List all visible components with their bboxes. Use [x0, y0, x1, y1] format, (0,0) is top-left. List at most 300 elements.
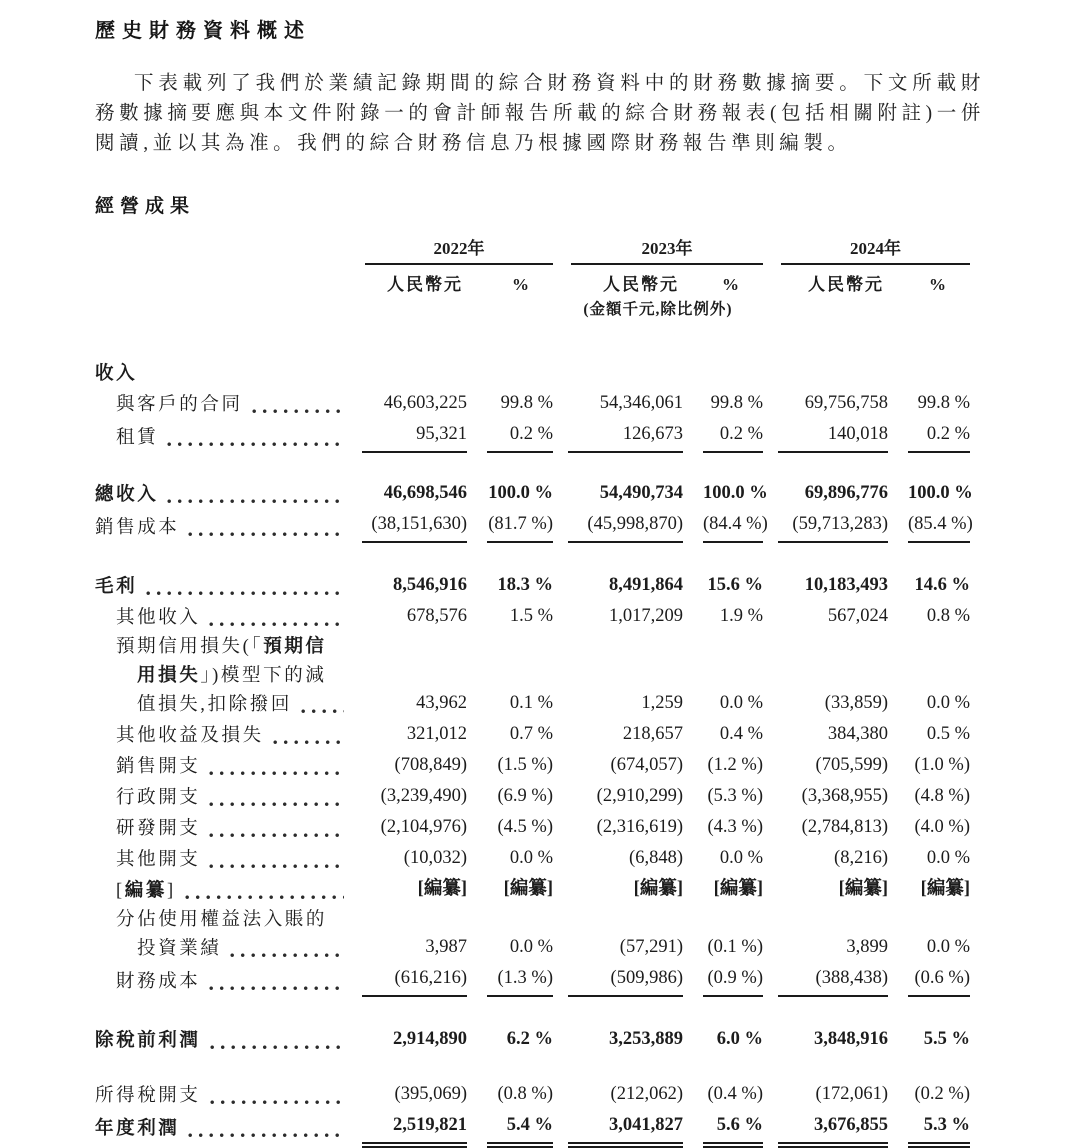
amount-cell	[763, 479, 888, 510]
label-text: 其他開支	[116, 850, 201, 870]
cell-value: (395,069)	[394, 1084, 467, 1104]
amount-cell	[347, 420, 467, 453]
cell-value: 15.6 %	[707, 575, 763, 595]
percent-cell	[467, 1025, 553, 1056]
percent-column-header: %	[722, 275, 739, 294]
cell-value: [編纂]	[503, 879, 553, 899]
label-text: 總收入	[95, 485, 159, 505]
cell-value: 126,673	[568, 420, 683, 453]
percent-cell	[683, 633, 763, 720]
units-note-row	[95, 297, 970, 322]
cell-value: 0.0 %	[926, 937, 970, 957]
label-column-header	[95, 238, 347, 265]
label-text: 年度利潤	[95, 1119, 180, 1139]
percent-cell	[683, 1111, 763, 1144]
cell-value: 100.0 %	[488, 483, 553, 503]
label-text: 分佔使用權益法入賬的	[116, 910, 328, 930]
cell-value: (708,849)	[394, 755, 467, 775]
table-row	[95, 479, 970, 510]
cell-value: 0.2 %	[908, 420, 970, 453]
label-line	[95, 360, 347, 389]
amount-cell	[347, 1025, 467, 1056]
percent-cell	[467, 906, 553, 964]
cell-value: 95,321	[362, 420, 467, 453]
percent-cell	[467, 782, 553, 813]
percent-cell	[888, 813, 970, 844]
percent-cell	[683, 1080, 763, 1111]
amount-cell	[347, 782, 467, 813]
amount-cell	[347, 964, 467, 997]
cell-value: (8,216)	[834, 848, 888, 868]
amount-cell	[553, 510, 683, 543]
cell-value: (212,062)	[610, 1084, 683, 1104]
cell-value: 99.8 %	[917, 393, 970, 413]
cell-value: 5.3 %	[908, 1111, 970, 1144]
cell-value: (6.9 %)	[497, 786, 553, 806]
label-text: 值損失,扣除撥回	[137, 695, 292, 715]
cell-value: 6.0 %	[716, 1029, 763, 1049]
table-row	[95, 1080, 970, 1111]
amount-cell	[347, 360, 467, 389]
row-label	[95, 1080, 347, 1111]
cell-value: 69,896,776	[804, 483, 888, 503]
leader-dots	[209, 864, 344, 869]
percent-cell	[467, 479, 553, 510]
amount-cell	[763, 813, 888, 844]
cell-value: (2,316,619)	[596, 817, 683, 837]
cell-value: (0.1 %)	[707, 937, 763, 957]
percent-cell	[888, 964, 970, 997]
label-text: 財務成本	[116, 972, 201, 992]
label-line	[95, 573, 347, 602]
amount-cell	[763, 1111, 888, 1144]
amount-cell	[763, 571, 888, 602]
row-label	[95, 420, 347, 453]
label-text: 編纂	[124, 881, 167, 901]
leader-dots	[185, 895, 344, 900]
section-row	[95, 360, 970, 389]
table-row	[95, 844, 970, 875]
label-text: 」)模型下的減	[200, 666, 327, 686]
cell-value: 43,962	[416, 693, 467, 713]
leader-dots	[230, 953, 344, 958]
amount-cell	[553, 360, 683, 389]
cell-value: 100.0 %	[908, 483, 973, 503]
percent-cell	[888, 510, 973, 543]
amount-cell	[553, 479, 683, 510]
cell-value: (0.9 %)	[703, 964, 763, 997]
amount-cell	[347, 875, 467, 906]
page-title: 歷史財務資料概述	[95, 20, 311, 42]
label-text: 預期信用損失(「	[116, 637, 264, 657]
amount-cell	[553, 602, 683, 633]
cell-value: (2,784,813)	[801, 817, 888, 837]
percent-cell	[683, 813, 763, 844]
amount-cell	[763, 906, 888, 964]
cell-value: 10,183,493	[804, 575, 888, 595]
label-line	[95, 633, 347, 662]
cell-value: 8,546,916	[393, 575, 467, 595]
table-row	[95, 633, 970, 720]
label-text: 用損失	[137, 666, 201, 686]
cell-value: 0.0 %	[719, 693, 763, 713]
percent-cell	[888, 720, 970, 751]
cell-value: (4.8 %)	[914, 786, 970, 806]
cell-value: 0.0 %	[926, 848, 970, 868]
percent-cell	[683, 571, 763, 602]
cell-value: (0.6 %)	[908, 964, 970, 997]
label-text: 毛利	[95, 577, 138, 597]
amount-cell	[763, 602, 888, 633]
percent-cell	[888, 751, 970, 782]
row-label	[95, 964, 347, 997]
percent-cell	[888, 1080, 970, 1111]
amount-cell	[347, 633, 467, 720]
row-label	[95, 906, 347, 964]
leader-dots	[209, 771, 344, 776]
table-row	[95, 571, 970, 602]
cell-value: 0.0 %	[509, 937, 553, 957]
leader-dots	[273, 740, 344, 745]
percent-cell	[467, 875, 553, 906]
cell-value: 1.5 %	[509, 606, 553, 626]
amount-cell	[347, 751, 467, 782]
year-group-header	[347, 238, 553, 265]
label-line	[95, 514, 347, 543]
amount-cell	[347, 1111, 467, 1144]
percent-cell	[888, 602, 970, 633]
cell-value: (1.0 %)	[914, 755, 970, 775]
row-label	[95, 782, 347, 813]
percent-column-header: %	[929, 275, 946, 294]
label-line	[95, 722, 347, 751]
year-group-rule	[571, 238, 763, 265]
cell-value: 0.0 %	[926, 693, 970, 713]
percent-cell	[467, 389, 553, 420]
cell-value: (0.8 %)	[497, 1084, 553, 1104]
cell-value: 18.3 %	[497, 575, 553, 595]
amount-cell	[553, 571, 683, 602]
cell-value: 0.8 %	[926, 606, 970, 626]
table-body	[95, 360, 973, 1144]
cell-value: 3,899	[846, 937, 888, 957]
table-row	[95, 964, 970, 997]
cell-value: 14.6 %	[914, 575, 970, 595]
table-row	[95, 510, 970, 543]
row-label	[95, 1111, 347, 1144]
percent-cell	[467, 844, 553, 875]
cell-value: (388,438)	[778, 964, 888, 997]
cell-value: 99.8 %	[500, 393, 553, 413]
label-line	[95, 784, 347, 813]
label-text: 研發開支	[116, 819, 201, 839]
percent-cell	[888, 571, 970, 602]
cell-value: 8,491,864	[609, 575, 683, 595]
label-text: [	[116, 881, 125, 901]
cell-value: 54,346,061	[599, 393, 683, 413]
amount-cell	[553, 420, 683, 453]
amount-cell	[347, 602, 467, 633]
cell-value: (5.3 %)	[707, 786, 763, 806]
cell-value: (57,291)	[619, 937, 683, 957]
leader-dots	[209, 622, 344, 627]
table-row	[95, 782, 970, 813]
percent-cell	[683, 360, 763, 389]
label-text: 與客戶的合同	[116, 395, 243, 415]
percent-cell	[683, 875, 763, 906]
cell-value: 5.6 %	[703, 1111, 763, 1144]
year-group-header	[553, 238, 763, 265]
percent-cell	[683, 751, 763, 782]
amount-cell	[347, 844, 467, 875]
year-label: 2024年	[850, 239, 901, 258]
percent-cell	[683, 1025, 763, 1056]
cell-value: 3,676,855	[778, 1111, 888, 1144]
header-spacer-row	[95, 322, 970, 360]
leader-dots	[252, 409, 344, 414]
label-text: 預期信	[263, 637, 327, 657]
percent-cell	[683, 602, 763, 633]
percent-cell	[888, 1111, 970, 1144]
percent-column-header: %	[512, 275, 529, 294]
cell-value: 218,657	[622, 724, 683, 744]
cell-value: (10,032)	[403, 848, 467, 868]
cell-value: 1.9 %	[719, 606, 763, 626]
row-label	[95, 633, 347, 720]
label-line	[95, 906, 347, 935]
cell-value: 1,017,209	[609, 606, 683, 626]
amount-column-header: 人民幣元	[387, 275, 463, 294]
percent-cell	[888, 360, 970, 389]
row-label	[95, 571, 347, 602]
amount-cell	[763, 360, 888, 389]
percent-cell	[683, 389, 763, 420]
percent-cell	[467, 720, 553, 751]
label-text: ]	[166, 881, 176, 901]
cell-value: (3,239,490)	[380, 786, 467, 806]
cell-value: (81.7 %)	[487, 510, 553, 543]
amount-cell	[763, 510, 888, 543]
cell-value: 46,698,546	[383, 483, 467, 503]
label-text: 除稅前利潤	[95, 1031, 201, 1051]
cell-value: (38,151,630)	[362, 510, 467, 543]
table-row	[95, 751, 970, 782]
label-line	[95, 815, 347, 844]
leader-dots	[209, 986, 344, 991]
percent-cell	[467, 751, 553, 782]
amount-cell	[553, 1025, 683, 1056]
table-row	[95, 720, 970, 751]
cell-value: (3,368,955)	[801, 786, 888, 806]
leader-dots	[167, 442, 344, 447]
percent-cell	[467, 813, 553, 844]
leader-dots	[188, 1133, 344, 1138]
table-row	[95, 420, 970, 453]
cell-value: 0.5 %	[926, 724, 970, 744]
cell-value: (2,104,976)	[380, 817, 467, 837]
percent-cell	[683, 479, 768, 510]
amount-cell	[347, 571, 467, 602]
cell-value: (0.2 %)	[914, 1084, 970, 1104]
percent-cell	[683, 906, 763, 964]
cell-value: [編纂]	[838, 879, 888, 899]
cell-value: 0.2 %	[487, 420, 553, 453]
amount-cell	[553, 964, 683, 997]
cell-value: (1.2 %)	[707, 755, 763, 775]
cell-value: 567,024	[827, 606, 888, 626]
label-text: 其他收入	[116, 608, 201, 628]
table-row	[95, 1111, 970, 1144]
label-line	[95, 877, 347, 906]
leader-dots	[167, 499, 344, 504]
cell-value: 99.8 %	[710, 393, 763, 413]
cell-value: 69,756,758	[804, 393, 888, 413]
cell-value: (705,599)	[815, 755, 888, 775]
percent-cell	[888, 875, 970, 906]
percent-cell	[888, 1025, 970, 1056]
percent-cell	[683, 782, 763, 813]
amount-cell	[553, 633, 683, 720]
percent-cell	[683, 720, 763, 751]
percent-cell	[467, 1111, 553, 1144]
label-line	[95, 935, 347, 964]
label-line	[95, 691, 347, 720]
amount-cell	[347, 479, 467, 510]
label-text: 銷售成本	[95, 518, 180, 538]
table-header	[95, 238, 970, 360]
cell-value: 321,012	[406, 724, 467, 744]
year-label: 2023年	[641, 239, 693, 258]
amount-cell	[763, 720, 888, 751]
amount-cell	[553, 906, 683, 964]
cell-value: (509,986)	[568, 964, 683, 997]
label-text: 行政開支	[116, 788, 201, 808]
percent-cell	[467, 571, 553, 602]
cell-value: (172,061)	[815, 1084, 888, 1104]
column-header-row	[95, 265, 970, 297]
amount-cell	[553, 720, 683, 751]
percent-cell	[683, 844, 763, 875]
label-text: 所得稅開支	[95, 1086, 201, 1106]
cell-value: (4.3 %)	[707, 817, 763, 837]
percent-cell	[888, 479, 973, 510]
cell-value: 3,041,827	[568, 1111, 683, 1144]
cell-value: [編纂]	[633, 879, 683, 899]
year-label: 2022年	[433, 239, 485, 258]
percent-cell	[888, 389, 970, 420]
amount-cell	[347, 1080, 467, 1111]
cell-value: 0.0 %	[509, 848, 553, 868]
label-line	[95, 846, 347, 875]
gap-row	[95, 997, 970, 1025]
cell-value: (45,998,870)	[568, 510, 683, 543]
cell-value: (2,910,299)	[596, 786, 683, 806]
cell-value: 0.1 %	[509, 693, 553, 713]
cell-value: [編纂]	[713, 879, 763, 899]
label-text: 投資業績	[137, 939, 222, 959]
financial-results-table	[95, 238, 973, 1144]
leader-dots	[146, 591, 344, 596]
cell-value: 0.0 %	[719, 848, 763, 868]
row-label	[95, 813, 347, 844]
cell-value: (59,713,283)	[778, 510, 888, 543]
amount-cell	[553, 751, 683, 782]
year-group-rule	[781, 238, 970, 265]
amount-cell	[347, 720, 467, 751]
percent-cell	[467, 602, 553, 633]
cell-value: 384,380	[827, 724, 888, 744]
row-label	[95, 360, 347, 389]
amount-cell	[347, 389, 467, 420]
label-line	[95, 753, 347, 782]
cell-value: (6,848)	[629, 848, 683, 868]
units-note: (金額千元,除比例外)	[583, 301, 733, 318]
cell-value: (0.4 %)	[707, 1084, 763, 1104]
leader-dots	[210, 1045, 344, 1050]
gap-row	[95, 1056, 970, 1080]
cell-value: (616,216)	[362, 964, 467, 997]
amount-cell	[763, 782, 888, 813]
amount-cell	[553, 875, 683, 906]
cell-value: 6.2 %	[506, 1029, 553, 1049]
row-label	[95, 751, 347, 782]
percent-cell	[467, 1080, 553, 1111]
cell-value: 0.2 %	[703, 420, 763, 453]
amount-cell	[763, 844, 888, 875]
percent-cell	[888, 844, 970, 875]
label-line	[95, 424, 347, 453]
percent-cell	[467, 510, 553, 543]
leader-dots	[209, 833, 344, 838]
label-line	[95, 1115, 347, 1144]
percent-cell	[467, 964, 553, 997]
cell-value: (1.5 %)	[497, 755, 553, 775]
cell-value: 0.7 %	[509, 724, 553, 744]
cell-value: (4.5 %)	[497, 817, 553, 837]
row-label	[95, 720, 347, 751]
cell-value: 678,576	[406, 606, 467, 626]
label-line	[95, 1027, 347, 1056]
cell-value: 1,259	[641, 693, 683, 713]
row-label	[95, 875, 347, 906]
cell-value: 3,253,889	[609, 1029, 683, 1049]
label-line	[95, 968, 347, 997]
leader-dots	[301, 709, 344, 714]
table-row	[95, 906, 970, 964]
cell-value: [編纂]	[920, 879, 970, 899]
leader-dots	[209, 802, 344, 807]
table-row	[95, 602, 970, 633]
cell-value: 100.0 %	[703, 483, 768, 503]
table-row	[95, 875, 970, 906]
amount-cell	[763, 420, 888, 453]
row-label	[95, 844, 347, 875]
label-text: 租賃	[116, 428, 159, 448]
row-label	[95, 602, 347, 633]
label-line	[95, 1082, 347, 1111]
table-row	[95, 389, 970, 420]
cell-value: 0.4 %	[719, 724, 763, 744]
cell-value: 3,848,916	[814, 1029, 888, 1049]
cell-value: (674,057)	[610, 755, 683, 775]
percent-cell	[888, 420, 970, 453]
amount-cell	[763, 389, 888, 420]
row-label	[95, 510, 347, 543]
label-text: 銷售開支	[116, 757, 201, 777]
amount-cell	[347, 813, 467, 844]
label-line	[95, 662, 347, 691]
amount-cell	[763, 1080, 888, 1111]
